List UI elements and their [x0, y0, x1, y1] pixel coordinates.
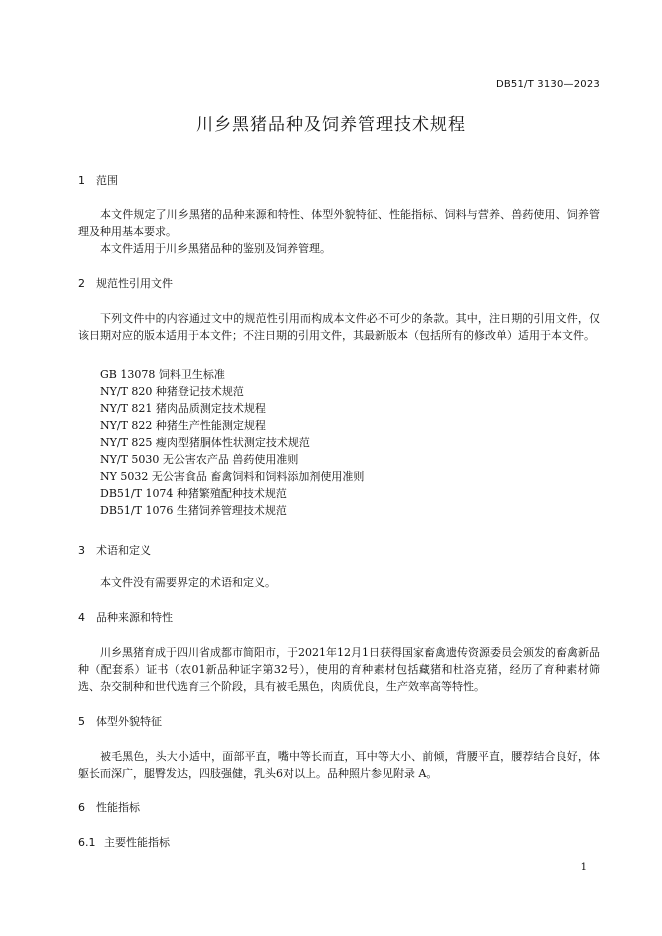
references-paragraph: 下列文件中的内容通过文中的规范性引用而构成本文件必不可少的条款。其中，注日期的引用文件，仅该日期对应的版本适用于本文件；不注日期的引用文件，其最新版本（包括所有的修改单）适用于本文件。 [78, 312, 600, 342]
section-title: 术语和定义 [96, 544, 151, 557]
section-heading-2 [78, 275, 173, 291]
subsection-heading-6-1 [78, 834, 170, 850]
section-number: 3 [78, 544, 85, 557]
section-title: 主要性能指标 [104, 836, 170, 849]
section-number: 2 [78, 277, 85, 290]
section-number: 6 [78, 801, 85, 814]
list-item: NY/T 820 种猪登记技术规范 [100, 385, 244, 398]
list-item: NY 5032 无公害食品 畜禽饲料和饲料添加剂使用准则 [100, 470, 365, 483]
section-title: 性能指标 [96, 801, 140, 814]
section-title: 品种来源和特性 [96, 611, 173, 624]
list-item: DB51/T 1074 种猪繁殖配种技术规范 [100, 487, 287, 500]
section-heading-5 [78, 713, 162, 729]
section-number: 4 [78, 611, 85, 624]
section-heading-1 [78, 172, 118, 188]
section-number: 5 [78, 715, 85, 728]
list-item: GB 13078 饲料卫生标准 [100, 368, 225, 381]
document-code: DB51/T 3130—2023 [495, 79, 600, 90]
reference-list [100, 366, 364, 519]
scope-paragraph-2: 本文件适用于川乡黑猪品种的鉴别及饲养管理。 [100, 242, 331, 255]
list-item: NY/T 821 猪肉品质测定技术规程 [100, 402, 266, 415]
list-item: NY/T 822 种猪生产性能测定规程 [100, 419, 266, 432]
scope-paragraph-1: 本文件规定了川乡黑猪的品种来源和特性、体型外貌特征、性能指标、饲料与营养、兽药使用、饲养管理及种用基本要求。 [78, 208, 600, 238]
section-title: 范围 [96, 174, 118, 187]
section-heading-6 [78, 799, 140, 815]
page-number: 1 [580, 862, 587, 873]
list-item: NY/T 5030 无公害农产品 兽药使用准则 [100, 453, 299, 466]
section-heading-3 [78, 542, 151, 558]
terms-paragraph: 本文件没有需要界定的术语和定义。 [100, 576, 276, 589]
list-item: DB51/T 1076 生猪饲养管理技术规范 [100, 504, 287, 517]
section-heading-4 [78, 609, 173, 625]
section-number: 6.1 [78, 836, 96, 849]
section-title: 体型外貌特征 [96, 715, 162, 728]
section-title: 规范性引用文件 [96, 277, 173, 290]
section-number: 1 [78, 174, 85, 187]
list-item: NY/T 825 瘦肉型猪胴体性状测定技术规范 [100, 436, 310, 449]
appearance-paragraph: 被毛黑色，头大小适中，面部平直，嘴中等长而直，耳中等大小、前倾，背腰平直，腰荐结合良好，体躯长而深广，腿臀发达，四肢强健，乳头6对以上。品种照片参见附录 A。 [78, 750, 600, 780]
origin-paragraph: 川乡黑猪育成于四川省成都市简阳市，于2021年12月1日获得国家畜禽遗传资源委员会颁发的畜禽新品种（配套系）证书（农01新品种证字第32号），使用的育种素材包括藏猪和杜洛克猪，经历了育种素材筛选、杂交制种和世代选育三个阶段，具有被毛黑色，肉质优良，生产效率高等特性。 [78, 646, 600, 693]
document-title: 川乡黑猪品种及饲养管理技术规程 [196, 115, 466, 135]
